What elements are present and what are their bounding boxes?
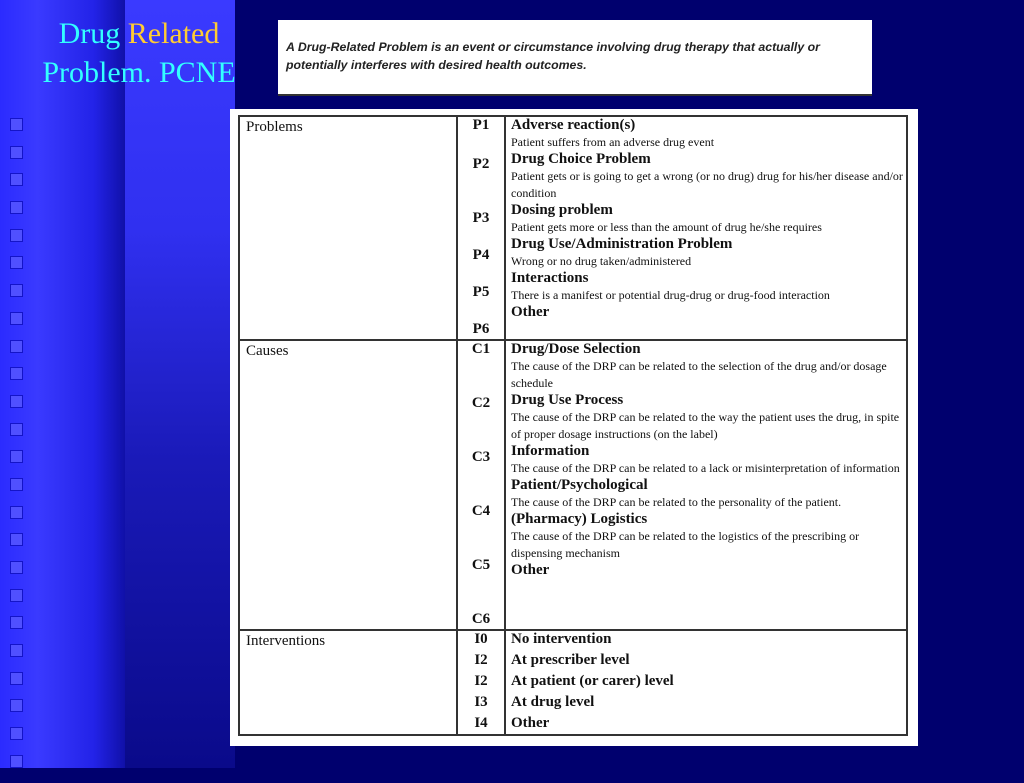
causes-section: [239, 340, 907, 630]
cause-title: Information: [511, 443, 590, 459]
cause-description: The cause of the DRP can be related to a lack or misinterpretation of information: [511, 461, 900, 475]
problem-title: Adverse reaction(s): [511, 117, 636, 133]
slide-title: [14, 14, 264, 92]
classification-document: [230, 109, 918, 746]
cause-description: The cause of the DRP can be related to the personality of the patient.: [511, 495, 842, 509]
code-p5: P5: [472, 284, 490, 300]
interventions-label: Interventions: [239, 630, 457, 735]
background-middle-band: [125, 0, 235, 768]
code-p2: P2: [472, 156, 490, 172]
code-i4: I4: [474, 715, 488, 731]
decorative-squares: [8, 118, 28, 783]
code-p3: P3: [472, 210, 490, 226]
intervention-title: At patient (or carer) level: [511, 673, 674, 689]
problem-description: Patient suffers from an adverse drug event: [511, 135, 715, 149]
code-i2-patient: I2: [474, 673, 488, 689]
interventions-descriptions: [505, 630, 907, 735]
problems-section: [239, 116, 907, 340]
code-c5: C5: [471, 557, 491, 573]
problem-title: Dosing problem: [511, 202, 613, 218]
classification-table: [238, 115, 908, 736]
problem-description: There is a manifest or potential drug-drug or drug-food interaction: [511, 288, 830, 302]
cause-description: The cause of the DRP can be related to the logistics of the prescribing or dispensing mechanism: [511, 529, 860, 560]
cause-title: Drug/Dose Selection: [511, 341, 641, 357]
code-p6: P6: [472, 321, 490, 337]
intervention-title: Other: [511, 715, 550, 731]
cause-description: The cause of the DRP can be related to the selection of the drug and/or dosage schedule: [511, 359, 887, 390]
problems-codes: [457, 116, 505, 340]
cause-title: Drug Use Process: [511, 392, 624, 408]
cause-title: Patient/Psychological: [511, 477, 648, 493]
intervention-title: At drug level: [511, 694, 595, 710]
problems-label: Problems: [239, 116, 457, 340]
code-p4: P4: [472, 247, 490, 263]
problem-title: Drug Choice Problem: [511, 151, 651, 167]
problems-descriptions: [505, 116, 907, 340]
problem-description: Patient gets more or less than the amount of drug he/she requires: [511, 220, 822, 234]
problem-description: Patient gets or is going to get a wrong (or no drug) drug for his/her disease and/or condition: [511, 169, 903, 200]
code-i3: I3: [474, 694, 488, 710]
problem-title: Drug Use/Administration Problem: [511, 236, 733, 252]
interventions-section: [239, 630, 907, 735]
cause-title: Other: [511, 562, 550, 578]
interventions-codes: [457, 630, 505, 735]
problem-description: Wrong or no drug taken/administered: [511, 254, 692, 268]
title-line-2: Problem. PCNE: [42, 56, 236, 89]
problem-title: Interactions: [511, 270, 589, 286]
causes-codes: [457, 340, 505, 630]
intervention-title: At prescriber level: [511, 652, 630, 668]
cause-title: (Pharmacy) Logistics: [511, 511, 648, 527]
cause-description: The cause of the DRP can be related to the way the patient uses the drug, in spite of proper dosage instructions (on the label): [511, 410, 900, 441]
problem-title: Other: [511, 304, 550, 320]
causes-label: Causes: [239, 340, 457, 630]
code-c4: C4: [471, 503, 491, 519]
code-c6: C6: [471, 611, 491, 627]
causes-descriptions: [505, 340, 907, 630]
code-p1: P1: [472, 117, 490, 133]
title-word-drug: Drug: [58, 17, 121, 50]
code-c2: C2: [471, 395, 491, 411]
code-i0: I0: [474, 631, 488, 647]
definition-text: A Drug-Related Problem is an event or circumstance involving drug therapy that actually or potentially interferes with desired health outcomes.: [286, 40, 820, 72]
code-c1: C1: [471, 341, 491, 357]
title-word-related: Related: [127, 17, 220, 50]
intervention-title: No intervention: [511, 631, 612, 647]
code-c3: C3: [471, 449, 491, 465]
definition-box: [278, 20, 872, 96]
code-i2-prescriber: I2: [474, 652, 488, 668]
